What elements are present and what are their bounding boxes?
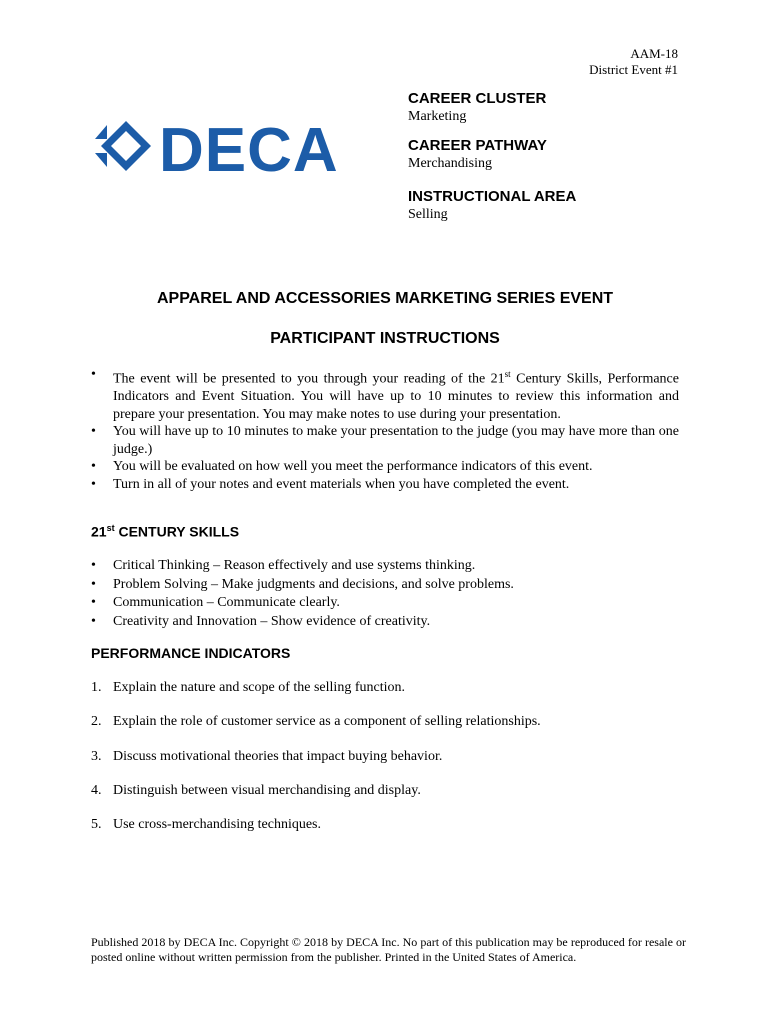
list-item: • Critical Thinking – Reason effectively and use systems thinking. xyxy=(91,557,679,576)
deca-diamond-logo-icon xyxy=(93,115,363,181)
skills-heading: 21st CENTURY SKILLS xyxy=(91,523,240,540)
instructions-list xyxy=(91,366,679,493)
list-item: • Creativity and Innovation – Show evidence of creativity. xyxy=(91,613,679,632)
list-item: • You will be evaluated on how well you meet the performance indicators of this event. xyxy=(91,458,679,476)
list-item: 2. Explain the role of customer service as a component of selling relationships. xyxy=(91,714,541,730)
career-cluster-label: CAREER CLUSTER xyxy=(408,90,547,107)
event-code-block xyxy=(589,46,678,78)
career-pathway xyxy=(408,137,708,172)
performance-indicators-list xyxy=(91,679,679,850)
list-item: 4. Distinguish between visual merchandising and display. xyxy=(91,782,421,798)
list-item: • You will have up to 10 minutes to make your presentation to the judge (you may have more than one judge.) xyxy=(91,423,679,458)
career-pathway-value: Merchandising xyxy=(408,156,492,171)
list-item: 3. Discuss motivational theories that impact buying behavior. xyxy=(91,748,443,764)
skills-list xyxy=(91,557,679,631)
list-item: 1. Explain the nature and scope of the selling function. xyxy=(91,680,405,695)
copyright-footer: Published 2018 by DECA Inc. Copyright © 2018 by DECA Inc. No part of this publication may be reproduced for resale or posted online without written permission from the publisher. Printed in the United States of America. xyxy=(91,935,686,964)
list-item: • Turn in all of your notes and event materials when you have completed the event. xyxy=(91,476,679,494)
deca-logo xyxy=(93,115,363,181)
list-item: 5. Use cross-merchandising techniques. xyxy=(91,817,321,833)
career-cluster xyxy=(408,90,708,125)
instructional-area-value: Selling xyxy=(408,207,448,222)
career-info xyxy=(408,90,708,235)
performance-indicators-heading: PERFORMANCE INDICATORS xyxy=(91,645,291,661)
logo-text: DECA xyxy=(159,116,339,181)
career-pathway-label: CAREER PATHWAY xyxy=(408,137,547,154)
event-code: AAM-18 xyxy=(630,46,678,61)
instructional-area xyxy=(408,188,708,223)
event-title: APPAREL AND ACCESSORIES MARKETING SERIES EVENT xyxy=(156,290,614,307)
district-event-label: District Event #1 xyxy=(589,62,678,77)
list-item: • Communication – Communicate clearly. xyxy=(91,594,679,613)
list-item: • Problem Solving – Make judgments and decisions, and solve problems. xyxy=(91,576,679,595)
instructional-area-label: INSTRUCTIONAL AREA xyxy=(408,188,577,205)
instructions-heading: PARTICIPANT INSTRUCTIONS xyxy=(270,330,500,347)
career-cluster-value: Marketing xyxy=(408,109,467,124)
list-item: • The event will be presented to you through your reading of the 21st Century Skills, Performance Indicators and Event Situation. You will have up to 10 minutes to review this information and prepare your presentation. You may make notes to use during your presentation. xyxy=(91,366,679,423)
